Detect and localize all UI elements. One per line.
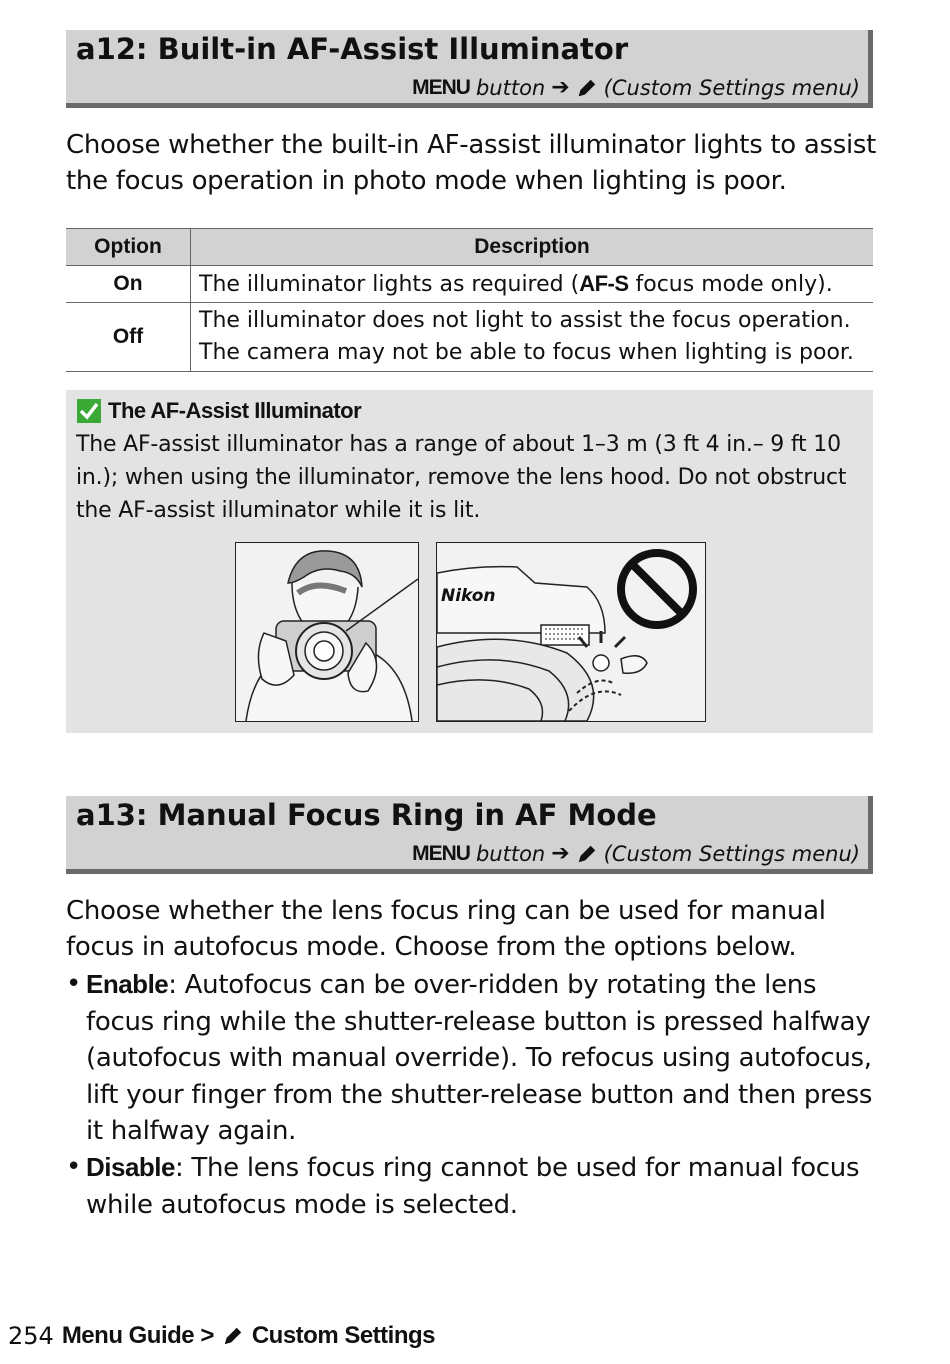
pencil-icon <box>222 1325 244 1347</box>
section-a13-title: a13: Manual Focus Ring in AF Mode <box>76 798 657 832</box>
menu-path-a12 <box>412 75 860 100</box>
pencil-icon <box>576 843 598 865</box>
menu-word: MENU <box>412 841 470 865</box>
camera-closeup-illustration <box>436 542 706 722</box>
note-title: The AF-Assist Illuminator <box>108 398 362 423</box>
breadcrumb-menu-guide[interactable]: Menu Guide > <box>61 1322 214 1349</box>
option-off: Off <box>66 303 191 372</box>
page-footer <box>8 1322 435 1350</box>
section-a12-header <box>66 30 873 108</box>
list-item <box>66 966 878 1150</box>
section-a13-description: Choose whether the lens focus ring can be used for manual focus in autofocus mode. Choose from the options below. <box>66 896 826 962</box>
option-enable-text: : Autofocus can be over-ridden by rotating the lens focus ring while the shutter-release button is pressed halfway (autofocus with manual override). To refocus using autofocus, lift your finger from the shutter-release button and then press it halfway again. <box>86 970 873 1146</box>
menu-path-label: (Custom Settings menu) <box>603 75 860 100</box>
options-table <box>66 228 873 372</box>
option-on: On <box>66 266 191 303</box>
menu-word: MENU <box>412 75 470 99</box>
table-row <box>66 266 873 303</box>
list-item <box>66 1149 878 1223</box>
table-row <box>66 303 873 372</box>
section-a12-description: Choose whether the built-in AF-assist illuminator lights to assist the focus operation in photo mode when lighting is poor. <box>66 130 877 196</box>
arrow-icon: ➔ <box>551 75 570 100</box>
note-box <box>66 390 873 733</box>
photographer-illustration <box>235 542 419 722</box>
menu-path-label: (Custom Settings menu) <box>603 841 860 866</box>
note-body: The AF-assist illuminator has a range of about 1–3 m (3 ft 4 in.– 9 ft 10 in.); when using the illuminator, remove the lens hood. Do not obstruct the AF-assist illuminator while it is lit. <box>76 432 847 523</box>
check-icon <box>76 398 102 424</box>
option-off-description: The illuminator does not light to assist the focus operation. The camera may not be able to focus when lighting is poor. <box>191 303 874 372</box>
bullet-dot: • <box>66 969 82 999</box>
page-number: 254 <box>8 1322 54 1350</box>
camera-brand-label: Nikon <box>441 586 496 606</box>
menu-button-word: button <box>475 841 546 866</box>
option-enable-label: Enable <box>86 969 169 999</box>
af-s-mode-label: AF-S <box>579 270 629 296</box>
option-disable-label: Disable <box>86 1152 175 1182</box>
section-a13-header <box>66 796 873 874</box>
menu-button-word: button <box>475 75 546 100</box>
bullet-dot: • <box>66 1152 82 1182</box>
table-header-description: Description <box>191 229 874 266</box>
pencil-icon <box>576 77 598 99</box>
option-disable-text: : The lens focus ring cannot be used for manual focus while autofocus mode is selected. <box>86 1153 860 1220</box>
menu-path-a13 <box>412 841 860 866</box>
option-on-description: The illuminator lights as required (AF-S focus mode only). <box>191 266 874 303</box>
breadcrumb-custom-settings[interactable]: Custom Settings <box>251 1322 436 1349</box>
section-a12-title: a12: Built-in AF-Assist Illuminator <box>76 32 629 66</box>
arrow-icon: ➔ <box>551 841 570 866</box>
table-header-option: Option <box>66 229 191 266</box>
note-heading <box>76 398 361 424</box>
